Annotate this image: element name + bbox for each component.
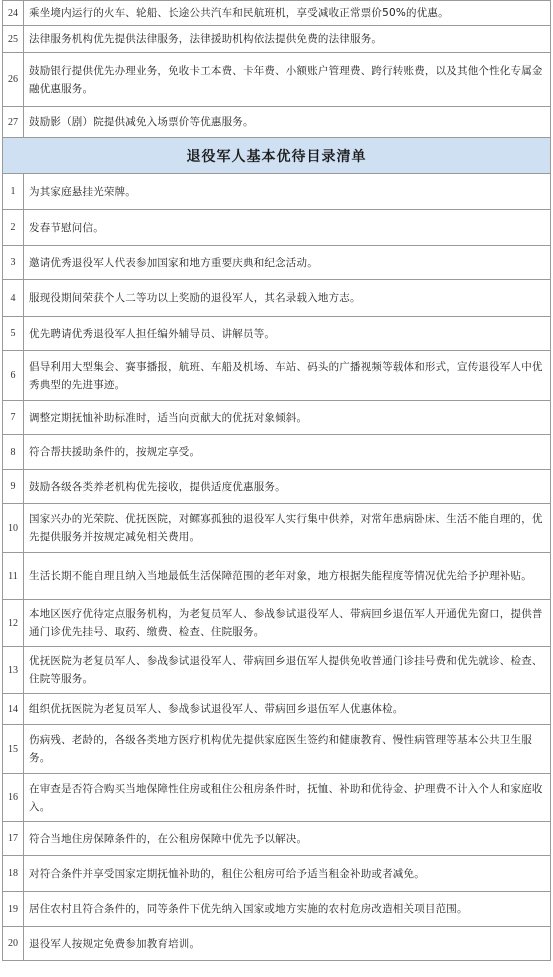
row-text: 鼓励各级各类养老机构优先接收，提供适度优惠服务。	[24, 470, 551, 504]
row-text: 对符合条件并享受国家定期抚恤补助的，租住公租房可给予适当租金补助或者减免。	[24, 856, 551, 892]
row-number: 20	[3, 927, 24, 961]
row-text: 符合当地住房保障条件的，在公租房保障中优先予以解决。	[24, 822, 551, 856]
row-text: 本地区医疗优待定点服务机构，为老复员军人、参战参试退役军人、带病回乡退伍军人开通优先窗口，提供普通门诊优先挂号、取药、缴费、检查、住院服务。	[24, 600, 551, 647]
table-row	[3, 280, 551, 317]
table-row	[3, 107, 551, 138]
row-text: 国家兴办的光荣院、优抚医院，对鳏寡孤独的退役军人实行集中供养，对常年患病卧床、生活不能自理的，优先提供服务并按规定减免相关费用。	[24, 504, 551, 553]
row-number: 9	[3, 470, 24, 504]
row-text: 鼓励影（剧）院提供减免入场票价等优惠服务。	[24, 107, 551, 138]
table-row	[3, 174, 551, 210]
table-row	[3, 647, 551, 694]
row-text: 为其家庭悬挂光荣牌。	[24, 174, 551, 210]
row-text: 乘坐境内运行的火车、轮船、长途公共汽车和民航班机，享受减收正常票价50%的优惠。	[24, 1, 551, 26]
table-row	[3, 26, 551, 53]
row-number: 26	[3, 53, 24, 107]
row-text: 服现役期间荣获个人二等功以上奖励的退役军人，其名录载入地方志。	[24, 280, 551, 317]
row-text: 退役军人按规定免费参加教育培训。	[24, 927, 551, 961]
row-number: 19	[3, 892, 24, 927]
row-number: 8	[3, 435, 24, 470]
row-number: 5	[3, 317, 24, 351]
row-number: 2	[3, 210, 24, 246]
row-number: 1	[3, 174, 24, 210]
row-text: 发春节慰问信。	[24, 210, 551, 246]
table-row	[3, 927, 551, 961]
table-row	[3, 435, 551, 470]
table-row	[3, 725, 551, 774]
table-row	[3, 470, 551, 504]
row-text: 邀请优秀退役军人代表参加国家和地方重要庆典和纪念活动。	[24, 246, 551, 280]
table-row	[3, 504, 551, 553]
row-text: 伤病残、老龄的，各级各类地方医疗机构优先提供家庭医生签约和健康教育、慢性病管理等基本公共卫生服务。	[24, 725, 551, 774]
table-row	[3, 246, 551, 280]
row-text: 在审查是否符合购买当地保障性住房或租住公租房条件时，抚恤、补助和优待金、护理费不计入个人和家庭收入。	[24, 774, 551, 822]
row-text: 优先聘请优秀退役军人担任编外辅导员、讲解员等。	[24, 317, 551, 351]
table-row	[3, 694, 551, 725]
row-text: 调整定期抚恤补助标准时，适当向贡献大的优抚对象倾斜。	[24, 401, 551, 435]
row-text: 倡导利用大型集会、赛事播报，航班、车船及机场、车站、码头的广播视频等载体和形式，宣传退役军人中优秀典型的先进事迹。	[24, 351, 551, 401]
row-text: 组织优抚医院为老复员军人、参战参试退役军人、带病回乡退伍军人优惠体检。	[24, 694, 551, 725]
row-number: 18	[3, 856, 24, 892]
table-row	[3, 351, 551, 401]
row-number: 16	[3, 774, 24, 822]
table-row	[3, 53, 551, 107]
row-number: 27	[3, 107, 24, 138]
row-number: 12	[3, 600, 24, 647]
section-title-row	[3, 138, 551, 174]
row-text: 生活长期不能自理且纳入当地最低生活保障范围的老年对象，地方根据失能程度等情况优先给予护理补贴。	[24, 553, 551, 600]
table-row	[3, 892, 551, 927]
row-number: 3	[3, 246, 24, 280]
section-title: 退役军人基本优待目录清单	[3, 138, 551, 174]
row-text: 法律服务机构优先提供法律服务，法律援助机构依法提供免费的法律服务。	[24, 26, 551, 53]
row-number: 25	[3, 26, 24, 53]
table-row	[3, 317, 551, 351]
row-number: 13	[3, 647, 24, 694]
row-number: 14	[3, 694, 24, 725]
row-number: 15	[3, 725, 24, 774]
row-text: 优抚医院为老复员军人、参战参试退役军人、带病回乡退伍军人提供免收普通门诊挂号费和优先就诊、检查、住院等服务。	[24, 647, 551, 694]
table-row	[3, 822, 551, 856]
row-number: 6	[3, 351, 24, 401]
row-number: 11	[3, 553, 24, 600]
table-row	[3, 401, 551, 435]
row-text: 鼓励银行提供优先办理业务，免收卡工本费、卡年费、小额账户管理费、跨行转账费，以及其他个性化专属金融优惠服务。	[24, 53, 551, 107]
row-text: 居住农村且符合条件的，同等条件下优先纳入国家或地方实施的农村危房改造相关项目范围。	[24, 892, 551, 927]
table-row	[3, 600, 551, 647]
table-row	[3, 774, 551, 822]
table-row	[3, 856, 551, 892]
row-number: 17	[3, 822, 24, 856]
table-row	[3, 553, 551, 600]
table-row	[3, 1, 551, 26]
benefits-table-sheet	[2, 0, 551, 961]
row-text: 符合帮扶援助条件的，按规定享受。	[24, 435, 551, 470]
row-number: 7	[3, 401, 24, 435]
row-number: 4	[3, 280, 24, 317]
benefits-table	[2, 0, 551, 961]
row-number: 24	[3, 1, 24, 26]
row-number: 10	[3, 504, 24, 553]
table-row	[3, 210, 551, 246]
